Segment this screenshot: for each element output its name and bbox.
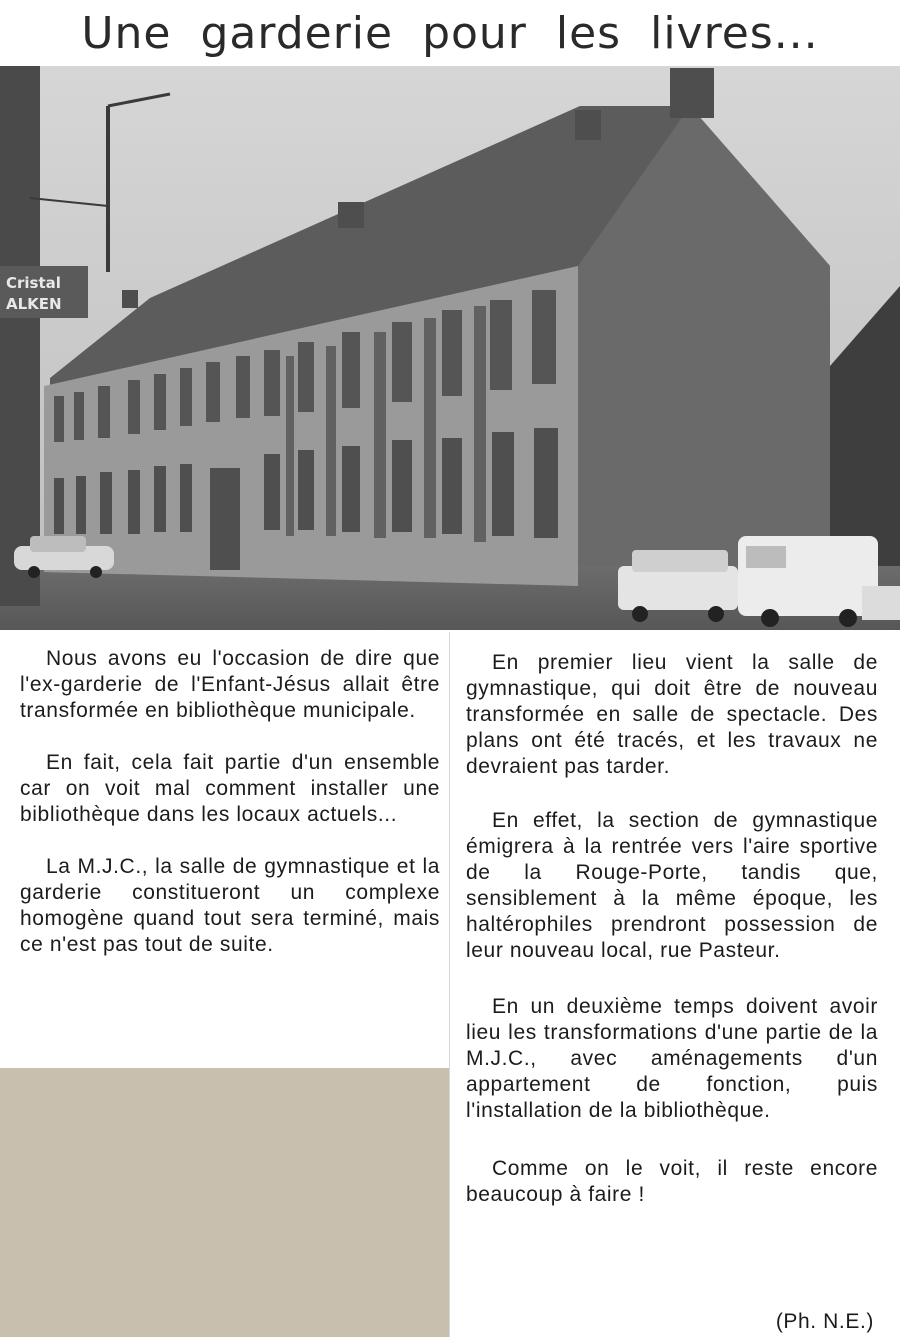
- blank-area: [0, 1068, 449, 1337]
- column-divider: [449, 632, 450, 1337]
- paragraph: En un deuxième temps doivent avoir lieu les transformations d'une partie de la M.J.C., avec aménagements d'un appartement de fonction, puis l'installation de la bibliothèque.: [466, 995, 878, 1122]
- photo-credit: (Ph. N.E.): [775, 1310, 874, 1333]
- building-photo-illustration: [0, 66, 900, 630]
- paragraph: Nous avons eu l'occasion de dire que l'ex-garderie de l'Enfant-Jésus allait être transformée en bibliothèque municipale.: [20, 647, 440, 722]
- article-column-right: [466, 650, 878, 1236]
- paragraph: En effet, la section de gymnastique émigrera à la rentrée vers l'aire sportive de la Rouge-Porte, tandis que, sensiblement à la même époque, les haltérophiles prendront possession de leur nouveau local, rue Pasteur.: [466, 809, 878, 962]
- parked-van: [738, 536, 878, 627]
- newspaper-photo: [0, 66, 900, 630]
- paragraph: La M.J.C., la salle de gymnastique et la garderie constitueront un complexe homogène quand tout sera terminé, mais ce n'est pas tout de suite.: [20, 855, 440, 956]
- paragraph: En fait, cela fait partie d'un ensemble car on voit mal comment installer une bibliothèque dans les locaux actuels...: [20, 751, 440, 826]
- paragraph: Comme on le voit, il reste encore beaucoup à faire !: [466, 1157, 878, 1206]
- paragraph: En premier lieu vient la salle de gymnastique, qui doit être de nouveau transformée en salle de spectacle. Des plans ont été tracés, et les travaux ne devraient pas tarder.: [466, 651, 878, 778]
- article-column-left: [20, 646, 440, 984]
- sign-text-cristal: Cristal: [6, 274, 61, 292]
- headline: Une garderie pour les livres...: [81, 7, 819, 59]
- sign-text-alken: ALKEN: [6, 295, 62, 313]
